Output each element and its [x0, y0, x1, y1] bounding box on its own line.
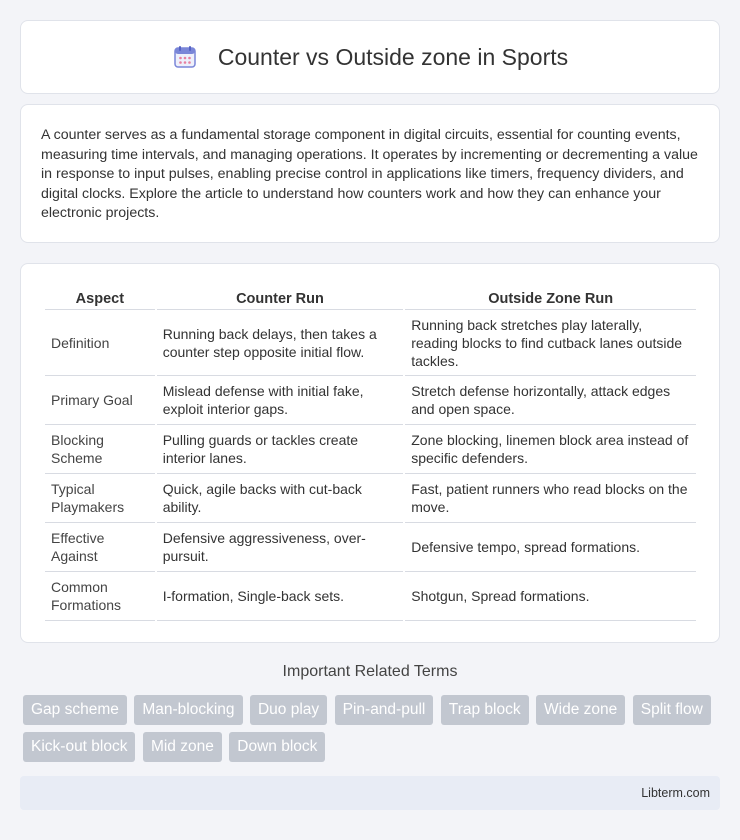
row-counter-value: Pulling guards or tackles create interior lanes. [157, 425, 404, 474]
table-row [45, 310, 696, 376]
table-header-row [45, 284, 696, 310]
related-term-tag[interactable]: Pin-and-pull [335, 695, 434, 725]
comparison-card [20, 263, 720, 643]
column-header-aspect: Aspect [45, 284, 155, 310]
row-counter-value: I-formation, Single-back sets. [157, 572, 404, 621]
row-counter-value: Mislead defense with initial fake, exploit interior gaps. [157, 376, 404, 425]
row-outside-zone-value: Running back stretches play laterally, reading blocks to find cutback lanes outside tackles. [405, 310, 696, 376]
footer-site-link[interactable]: Libterm.com [641, 786, 710, 800]
related-term-tag[interactable]: Kick-out block [23, 732, 135, 762]
row-aspect: Typical Playmakers [45, 474, 155, 523]
table-row [45, 572, 696, 621]
row-outside-zone-value: Zone blocking, linemen block area instead of specific defenders. [405, 425, 696, 474]
row-aspect: Blocking Scheme [45, 425, 155, 474]
related-term-tag[interactable]: Split flow [633, 695, 711, 725]
footer [20, 776, 720, 810]
row-outside-zone-value: Stretch defense horizontally, attack edges and open space. [405, 376, 696, 425]
column-header-outside-zone: Outside Zone Run [405, 284, 696, 310]
related-term-tag[interactable]: Trap block [441, 695, 529, 725]
intro-card [20, 104, 720, 243]
row-outside-zone-value: Defensive tempo, spread formations. [405, 523, 696, 572]
comparison-table [43, 284, 698, 621]
related-term-tag[interactable]: Man-blocking [134, 695, 242, 725]
related-terms-title: Important Related Terms [282, 663, 458, 680]
row-aspect: Primary Goal [45, 376, 155, 425]
related-terms-list [23, 695, 723, 769]
table-row [45, 474, 696, 523]
related-term-tag[interactable]: Down block [229, 732, 325, 762]
row-counter-value: Defensive aggressiveness, over-pursuit. [157, 523, 404, 572]
related-term-tag[interactable]: Wide zone [536, 695, 625, 725]
column-header-counter: Counter Run [157, 284, 404, 310]
row-outside-zone-value: Shotgun, Spread formations. [405, 572, 696, 621]
table-row [45, 523, 696, 572]
row-outside-zone-value: Fast, patient runners who read blocks on the move. [405, 474, 696, 523]
calendar-icon [172, 44, 198, 70]
table-row [45, 376, 696, 425]
related-term-tag[interactable]: Gap scheme [23, 695, 127, 725]
row-aspect: Definition [45, 310, 155, 376]
header-card [20, 20, 720, 94]
page-title: Counter vs Outside zone in Sports [217, 43, 569, 70]
table-row [45, 425, 696, 474]
intro-text: A counter serves as a fundamental storage component in digital circuits, essential for counting events, measuring time intervals, and managing operations. It operates by incrementing or decrementing a value in response to input pulses, enabling precise control in applications like timers, frequency dividers, and digital clocks. Explore the article to understand how counters work and how they can enhance your electronic projects. [41, 127, 698, 221]
row-counter-value: Running back delays, then takes a counter step opposite initial flow. [157, 310, 404, 376]
row-aspect: Effective Against [45, 523, 155, 572]
row-counter-value: Quick, agile backs with cut-back ability. [157, 474, 404, 523]
related-term-tag[interactable]: Duo play [250, 695, 327, 725]
related-term-tag[interactable]: Mid zone [143, 732, 222, 762]
row-aspect: Common Formations [45, 572, 155, 621]
